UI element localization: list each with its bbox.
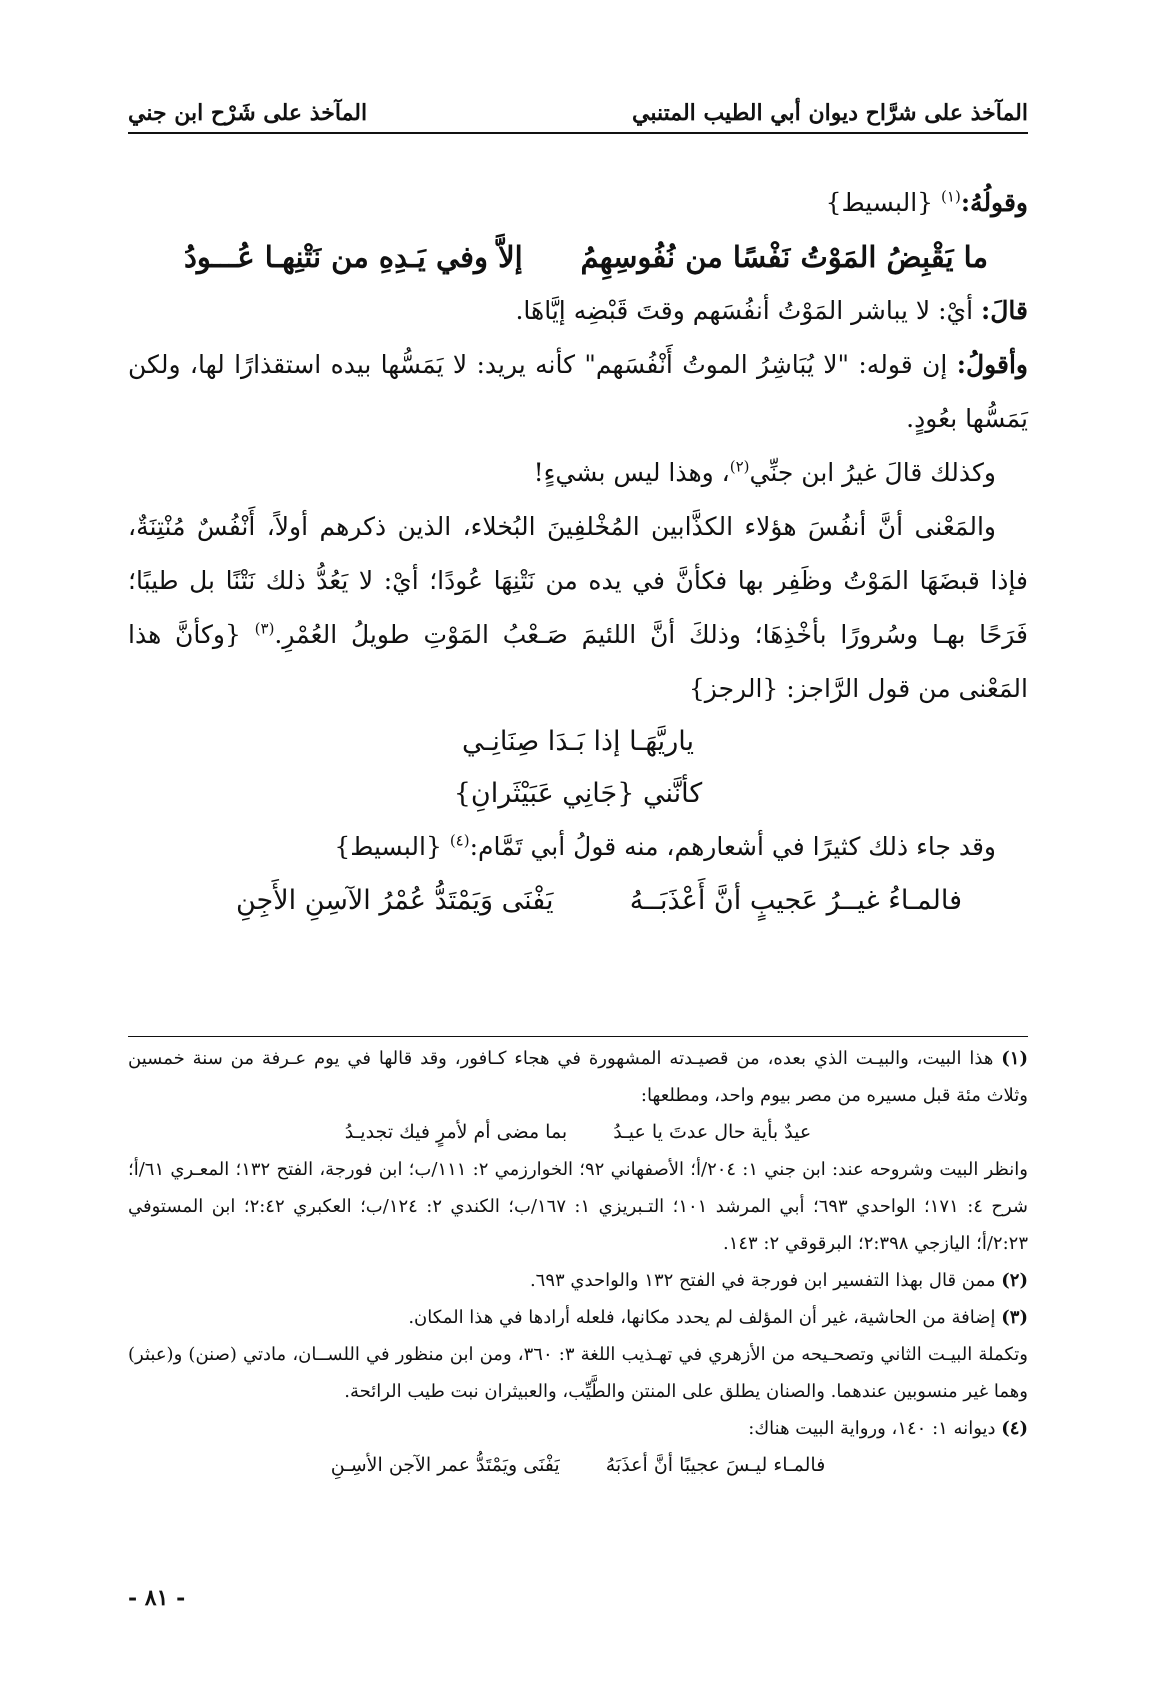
kadhalika-text: وكذلك قالَ غيرُ ابن جنِّي: [749, 458, 996, 487]
footnote-1-sources: وانظر البيت وشروحه عند: ابن جني ١: ٢٠٤/أ؛ الأصفهاني ٩٢؛ الخوارزمي ٢: ١١١/ب؛ ابن فورجة، الفتح ١٣٢؛ المعـري ٦١/أ؛ شرح ٤: ١٧١؛ الواحدي ٦٩٣؛ أبي المرشد ١٠١؛ التـبريزي ١: ١٦٧/ب؛ الكندي ٢: ١٢٤/ب؛ العكبري ٢:٤٢؛ ابن المستوفي ٢:٢٣/أ؛ اليازجي ٢:٣٩٨؛ البرقوقي ٢: ١٤٣.: [128, 1159, 1029, 1254]
page-number-text: - ٨١ -: [128, 1585, 186, 1611]
footnote-ref-4: (٤): [449, 831, 470, 850]
header-rule: [128, 132, 1028, 134]
wa-qad-paragraph: [128, 820, 1028, 874]
mana-tail: {وكأنَّ هذا المَعْنى من قول الرَّاجز: {الرجز}: [128, 620, 1028, 703]
footnote-2: [128, 1262, 1028, 1299]
footnote-2-text: ممن قال بهذا التفسير ابن فورجة في الفتح ١٣٢ والواحدي ٦٩٣.: [529, 1270, 996, 1291]
footnote-3-number: (٣): [1001, 1307, 1028, 1328]
footnote-3-continuation: وتكملة البيـت الثاني وتصحـيحه من الأزهري في تهـذيب اللغة ٣: ٣٦٠، ومن ابن منظور في اللســان، مادتي (صنن) و(عبثر) وهما غير منسوبين عندهما. والصنان يطلق على المنتن والطَّيِّب، والعبيثران نبت طيب الرائحة.: [128, 1344, 1028, 1402]
page-number: [128, 1585, 185, 1611]
qala-text: أيْ: لا يباشر المَوْتُ أنفُسَهم وقتَ قَبْضِه إيَّاهَا.: [515, 296, 974, 325]
footnote-2-number: (٢): [1001, 1270, 1028, 1291]
footnotes: [128, 1040, 1028, 1484]
footnote-ref-1: (١): [941, 187, 961, 206]
running-header: [128, 86, 1028, 126]
verse-1: [128, 230, 1028, 284]
intro-line: [128, 176, 1028, 230]
footnote-4-verse-sadr: فالمـاء ليـسَ عجيبًا أنَّ أعذَبَهُ: [605, 1454, 826, 1476]
footnote-3-text: إضافة من الحاشية، غير أن المؤلف لم يحدد مكانها، فلعله أرادها في هذا المكان.: [408, 1307, 996, 1328]
footnote-1-verse-ajuz: بما مضى أم لأمرٍ فيك تجديـدُ: [344, 1121, 568, 1143]
wa-qad-meter: {البسيط}: [334, 832, 442, 861]
footnote-4-verse: [128, 1447, 1028, 1484]
rajaz-line-1: ياريَّهَـا إذا بَـدَا صِنَانِـي: [462, 726, 694, 757]
footnote-1-verse-sadr: عيدٌ بأية حال عدتَ يا عيـدُ: [613, 1121, 812, 1143]
footnote-1: [128, 1040, 1028, 1114]
aqulu-text: إن قوله: "لا يُبَاشِرُ الموتُ أَنْفُسَهم" كأنه يريد: لا يَمَسُّها بيده استقذارًا لها، ولكن يَمَسُّها بعُودٍ.: [128, 350, 1028, 433]
verse-1-sadr: ما يَقْبِضُ المَوْتُ نَفْسًا من نُفُوسِهِمُ: [580, 240, 988, 274]
footnote-ref-2: (٢): [729, 457, 750, 476]
main-text: [128, 176, 1028, 928]
qala-lead: قالَ:: [981, 296, 1028, 325]
mana-paragraph: [128, 500, 1028, 716]
footnote-ref-3: (٣): [254, 619, 275, 638]
mana-text: والمَعْنى أنَّ أنفُسَ هؤلاء الكذَّابين المُخْلفِينَ البُخلاء، الذين ذكرهم أولاً، أَنْفُسٌ مُنْتِنَةٌ، فإذا قبضَهَا المَوْتُ وظَفِر بها فكأنَّ في يده من نَتْنِهَا عُودًا؛ أيْ: لا يَعُدُّ ذلك نَتْنًا بل طيبًا؛ فَرَحًا بهـا وسُرورًا بأخْذِهَا؛ وذلكَ أنَّ اللئيمَ صَـعْبُ المَوْتِ طويلُ العُمْرِ.: [128, 512, 1028, 649]
rajaz-verse: [128, 716, 1028, 820]
footnote-4: [128, 1410, 1028, 1447]
kadhalika-paragraph: [128, 446, 1028, 500]
wa-qad-text: وقد جاء ذلك كثيرًا في أشعارهم، منه قولُ أبي تَمَّام:: [469, 832, 996, 861]
kadhalika-tail: ، وهذا ليس بشيءٍ!: [533, 458, 730, 487]
verse-2: [128, 874, 1028, 928]
footnote-3: [128, 1299, 1028, 1336]
rajaz-line-2: كأنَّني {جَانِي عَبَيْثَرانِ}: [453, 778, 703, 809]
footnote-1-verse: [128, 1114, 1028, 1151]
aqulu-lead: وأقولُ:: [956, 350, 1028, 379]
intro-meter: {البسيط}: [825, 188, 934, 217]
footnote-rule: [128, 1036, 1028, 1037]
footnote-4-text: ديوانه ١: ١٤٠، ورواية البيت هناك:: [748, 1418, 996, 1439]
verse-2-sadr: فالمـاءُ غيــرُ عَجيبٍ أنَّ أَعْذَبَــهُ: [629, 885, 962, 916]
verse-2-ajuz: يَفْنَى وَيَمْتَدُّ عُمْرُ الآسِنِ الأَجِنِ: [236, 885, 554, 916]
footnote-4-number: (٤): [1001, 1418, 1028, 1439]
aqulu-paragraph: [128, 338, 1028, 446]
footnote-1-number: (١): [1001, 1048, 1028, 1069]
qala-paragraph: [128, 284, 1028, 338]
intro-lead: وقولُهُ:: [960, 188, 1028, 217]
verse-1-ajuz: إلاَّ وفي يَـدِهِ من نَتْنِهـا عُـــودُ: [184, 240, 523, 274]
header-chapter-title: المآخذ على شَرْح ابن جني: [128, 100, 368, 126]
footnote-4-verse-ajuz: يَفْنَى ويَمْتَدُّ عمر الآجن الأسِـنِ: [330, 1454, 560, 1476]
footnote-1-text: هذا البيت، والبيـت الذي بعده، من قصيـدته المشهورة في هجاء كـافور، وقد قالها في يوم عـرفة من سنة خمسين وثلاث مئة قبل مسيره من مصر بيوم واحد، ومطلعها:: [128, 1048, 1028, 1106]
header-book-title: المآخذ على شرَّاح ديوان أبي الطيب المتنبي: [632, 100, 1028, 126]
